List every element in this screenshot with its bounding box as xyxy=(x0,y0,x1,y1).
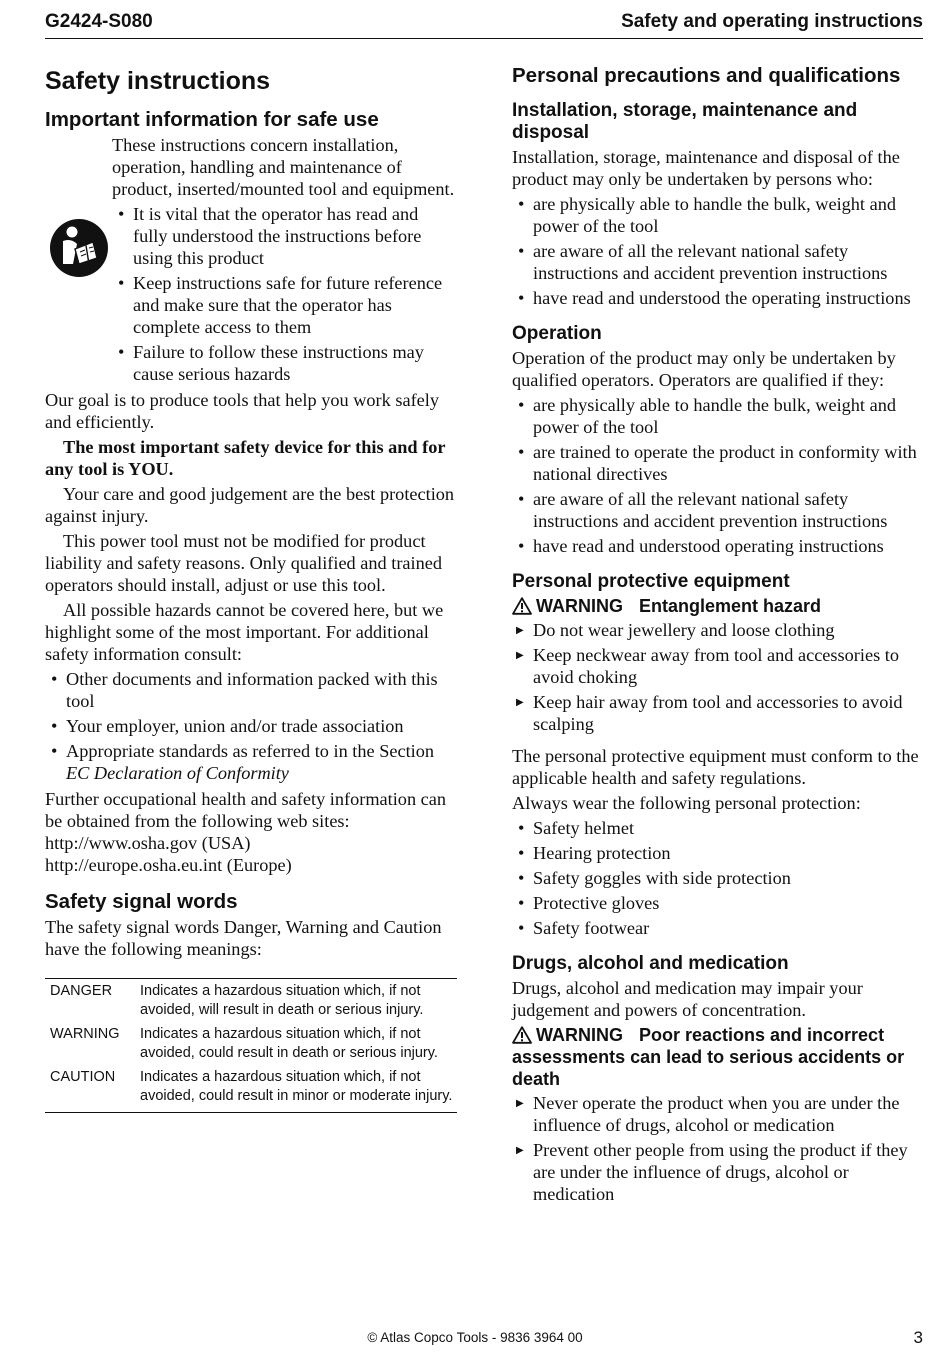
list-item: • are aware of all the relevant national safety instructions and accident prevention instructions xyxy=(512,240,924,284)
drugs-actions xyxy=(512,1092,924,1205)
operation-intro: Operation of the product may only be undertaken by qualified operators. Operators are qualified if they: xyxy=(512,348,896,390)
installation-heading: Installation, storage, maintenance and disposal xyxy=(512,100,858,143)
page-header xyxy=(45,10,923,39)
list-item: • have read and understood operating instructions xyxy=(512,535,924,557)
list-item: • It is vital that the operator has read and fully understood the instructions before using this product xyxy=(112,203,457,269)
warning-word: WARNING xyxy=(536,596,623,616)
precautions-heading: Personal precautions and qualifications xyxy=(512,64,901,87)
list-item: • are trained to operate the product in conformity with national directives xyxy=(512,441,924,485)
drugs-warning xyxy=(512,1024,924,1090)
ppe-heading: Personal protective equipment xyxy=(512,571,790,592)
signal-word: WARNING xyxy=(50,1026,120,1042)
important-block xyxy=(45,134,457,385)
important-intro: These instructions concern installation, operation, handling and maintenance of product, inserted/mounted tool and equipment. xyxy=(112,135,455,199)
list-item: ▶ Prevent other people from using the product if they are under the influence of drugs, alcohol or medication xyxy=(512,1139,924,1205)
modify-text: This power tool must not be modified for product liability and safety reasons. Only qualified and trained operators should install, adjust or use this tool. xyxy=(45,531,442,595)
installation-bullets xyxy=(512,193,924,309)
table-row xyxy=(45,979,457,1024)
ppe-warning xyxy=(512,595,924,617)
page-number: 3 xyxy=(913,1328,923,1347)
signal-words-intro: The safety signal words Danger, Warning and Caution have the following meanings: xyxy=(45,917,442,959)
warning-title: Entanglement hazard xyxy=(639,596,822,616)
safety-device-text: The most important safety device for this and for any tool is YOU. xyxy=(45,437,446,479)
read-manual-icon xyxy=(49,218,109,278)
list-item: • Appropriate standards as referred to in the Section EC Declaration of Conformity xyxy=(45,740,457,784)
header-section-title: Safety and operating instructions xyxy=(621,11,923,32)
copyright-text: © Atlas Copco Tools - 9836 3964 00 xyxy=(367,1330,583,1345)
drugs-heading: Drugs, alcohol and medication xyxy=(512,953,789,974)
ppe-conform-text: The personal protective equipment must conform to the applicable health and safety regulations. xyxy=(512,746,919,788)
further-info-text: Further occupational health and safety information can be obtained from the following web sites: http://www.osha.gov (USA) http://europe.osha.eu.int (Europe) xyxy=(45,789,447,875)
table-row xyxy=(45,1023,457,1066)
list-item: • Protective gloves xyxy=(512,892,924,914)
osha-usa-link[interactable]: http://www.osha.gov (USA) xyxy=(45,833,251,853)
list-item: • are physically able to handle the bulk, weight and power of the tool xyxy=(512,394,924,438)
left-column xyxy=(45,60,457,1113)
list-item: • Safety footwear xyxy=(512,917,924,939)
signal-meaning: Indicates a hazardous situation which, if not avoided, could result in death or serious injury. xyxy=(140,1026,438,1061)
list-item: • Hearing protection xyxy=(512,842,924,864)
list-item: • are aware of all the relevant national safety instructions and accident prevention instructions xyxy=(512,488,924,532)
list-item: • Keep instructions safe for future reference and make sure that the operator has complete access to them xyxy=(112,272,457,338)
operation-heading: Operation xyxy=(512,323,602,344)
signal-word: CAUTION xyxy=(50,1069,116,1085)
list-item: • are physically able to handle the bulk, weight and power of the tool xyxy=(512,193,924,237)
signal-words-table xyxy=(45,978,457,1113)
table-row xyxy=(45,1066,457,1113)
list-item: ▶ Do not wear jewellery and loose clothing xyxy=(512,619,924,641)
warning-triangle-icon xyxy=(512,597,532,615)
document-id: G2424-S080 xyxy=(45,11,153,32)
osha-europe-link[interactable]: http://europe.osha.eu.int (Europe) xyxy=(45,855,292,875)
warning-word: WARNING xyxy=(536,1025,623,1045)
signal-meaning: Indicates a hazardous situation which, if not avoided, could result in minor or moderate injury. xyxy=(140,1069,453,1104)
installation-intro: Installation, storage, maintenance and disposal of the product may only be undertaken by persons who: xyxy=(512,147,900,189)
page-title: Safety instructions xyxy=(45,67,271,95)
list-item: • Safety helmet xyxy=(512,817,924,839)
right-column xyxy=(512,60,924,1209)
signal-meaning: Indicates a hazardous situation which, if not avoided, will result in death or serious injury. xyxy=(140,983,424,1018)
signal-words-heading: Safety signal words xyxy=(45,890,238,913)
list-item: • have read and understood the operating instructions xyxy=(512,287,924,309)
ppe-always-text: Always wear the following personal protection: xyxy=(512,793,861,813)
warning-title: Poor reactions and incorrect assessments can lead to serious accidents or death xyxy=(512,1025,905,1089)
list-item: • Your employer, union and/or trade association xyxy=(45,715,457,737)
hazards-text: All possible hazards cannot be covered here, but we highlight some of the most important. For additional safety information consult: xyxy=(45,600,444,664)
list-item: • Other documents and information packed with this tool xyxy=(45,668,457,712)
list-item: ▶ Never operate the product when you are under the influence of drugs, alcohol or medication xyxy=(512,1092,924,1136)
operation-bullets xyxy=(512,394,924,557)
important-heading: Important information for safe use xyxy=(45,108,379,131)
ppe-actions xyxy=(512,619,924,735)
ec-declaration-ref: EC Declaration of Conformity xyxy=(66,763,289,783)
warning-triangle-icon xyxy=(512,1026,532,1044)
list-item: • Safety goggles with side protection xyxy=(512,867,924,889)
list-item: • Failure to follow these instructions may cause serious hazards xyxy=(112,341,457,385)
list-item: ▶ Keep neckwear away from tool and accessories to avoid choking xyxy=(512,644,924,688)
ppe-items xyxy=(512,817,924,939)
care-text: Your care and good judgement are the best protection against injury. xyxy=(45,484,455,526)
list-item: ▶ Keep hair away from tool and accessories to avoid scalping xyxy=(512,691,924,735)
signal-word: DANGER xyxy=(50,983,113,999)
important-bullets xyxy=(112,203,457,385)
drugs-intro: Drugs, alcohol and medication may impair your judgement and powers of concentration. xyxy=(512,978,863,1020)
consult-list xyxy=(45,668,457,784)
goal-text: Our goal is to produce tools that help you work safely and efficiently. xyxy=(45,390,439,432)
